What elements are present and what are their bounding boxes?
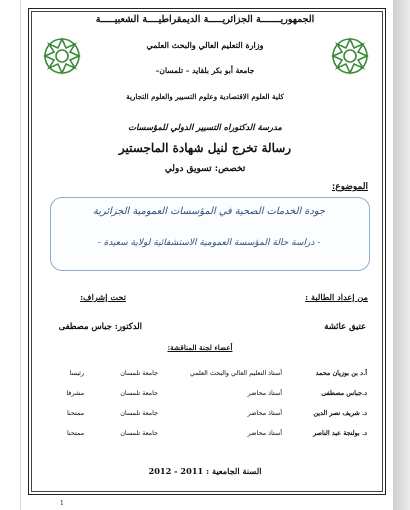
member-institution: جامعة تلمسان [120,429,158,437]
member-institution: جامعة تلمسان [120,369,158,377]
supervisor-name: الدكتور: جباس مصطفى [58,321,142,331]
subject-title: جودة الخدمات الصحية في المؤسسات العمومية الجزائرية [93,206,325,217]
student-label: من إعداد الطالبة : [305,292,368,302]
university-emblem-left-icon [42,36,82,76]
thesis-type: رسالة تخرج لنيل شهادة الماجستير [118,141,292,155]
member-role: رئيسا [69,369,84,377]
member-rank: أستاذ محاضر [247,409,282,417]
university-emblem-right-icon [330,36,370,76]
header-republic: الجمهوريـــــــة الجزائريـــــة الديمقراطيــــة الشعبيـــــة [95,14,315,25]
academic-year: السنة الجامعية : 2011 - 2012 [148,466,262,476]
member-institution: جامعة تلمسان [120,389,158,397]
student-name: عتيق عائشة [324,321,366,331]
member-name: أ.د بن بوزيان محمد [315,369,367,377]
page-number: 1 [60,500,64,507]
member-rank: أستاذ محاضر [247,389,282,397]
member-role: ممتحنا [66,409,84,417]
subject-subtitle: - دراسة حالة المؤسسة العمومية الاستشفائية لولاية سعيدة - [97,238,321,248]
member-rank: أستاذ التعليم العالي والبحث العلمي [189,369,282,377]
header-university: جامعة أبو بكر بلقايد – تلمسان– [155,66,255,75]
subject-label: الموضوع: [331,182,368,192]
viewer-edge [393,0,410,510]
member-rank: أستاذ محاضر [247,429,282,437]
specialty: تخصص: تسويق دولي [164,164,246,174]
member-role: مشرفا [66,389,84,397]
member-institution: جامعة تلمسان [120,409,158,417]
committee-label: أعضاء لجنة المناقشة: [167,343,233,352]
member-name: د. شريف نصر الدين [313,409,367,417]
header-ministry: وزارة التعليم العالي والبحث العلمي [146,40,264,50]
member-name: د.جباس مصطفى [321,389,367,397]
member-role: ممتحنا [66,429,84,437]
supervisor-label: تحت إشراف: [80,292,126,302]
doctoral-school: مدرسة الدكتوراه التسيير الدولي للمؤسسات [128,122,282,132]
member-name: د. بولنجة عبد الناصر [313,429,367,437]
header-faculty: كلية العلوم الاقتصادية وعلوم التسيير والعلوم التجارية [126,92,284,101]
